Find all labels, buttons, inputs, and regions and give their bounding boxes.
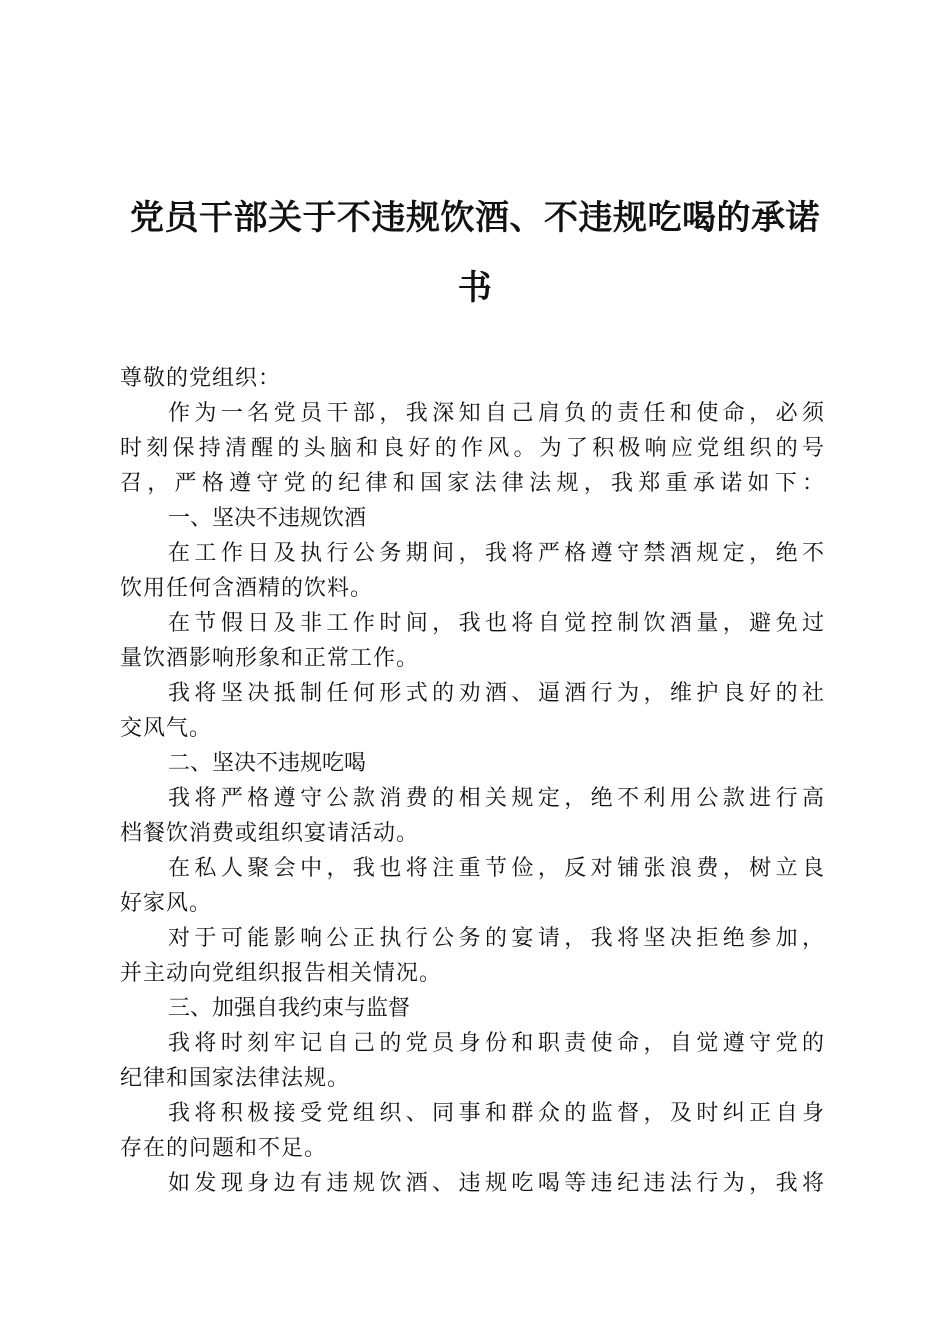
salutation: 尊敬的党组织： [120, 366, 282, 391]
section-1-p1-line-2: 饮用任何含酒精的饮料。 [120, 576, 374, 601]
section-1-p3-line-2: 交风气。 [120, 716, 213, 741]
section-2-p1-line-1: 我将严格遵守公款消费的相关规定，绝不利用公款进行高 [168, 786, 825, 811]
section-3-p2-line-1: 我将积极接受党组织、同事和群众的监督，及时纠正自身 [168, 1101, 825, 1126]
section-2-heading: 二、坚决不违规吃喝 [168, 751, 367, 776]
intro-line-1: 作为一名党员干部，我深知自己肩负的责任和使命，必须 [168, 401, 825, 426]
section-1-p2-line-1: 在节假日及非工作时间，我也将自觉控制饮酒量，避免过 [168, 611, 825, 636]
section-2-p2-line-2: 好家风。 [120, 891, 213, 916]
section-2-p3-line-2: 并主动向党组织报告相关情况。 [120, 961, 443, 986]
section-3-p1-line-1: 我将时刻牢记自己的党员身份和职责使命，自觉遵守党的 [168, 1031, 825, 1056]
section-3-p3-line-1: 如发现身边有违规饮酒、违规吃喝等违纪违法行为，我将 [168, 1171, 825, 1196]
section-1-p3-line-1: 我将坚决抵制任何形式的劝酒、逼酒行为，维护良好的社 [168, 681, 825, 706]
section-1-heading: 一、坚决不违规饮酒 [168, 506, 367, 531]
section-1-p1-line-1: 在工作日及执行公务期间，我将严格遵守禁酒规定，绝不 [168, 541, 825, 566]
document-title-line-2: 书 [457, 268, 493, 308]
section-3-p1-line-2: 纪律和国家法律法规。 [120, 1066, 351, 1091]
intro-line-2: 时刻保持清醒的头脑和良好的作风。为了积极响应党组织的号 [120, 436, 825, 461]
section-2-p1-line-2: 档餐饮消费或组织宴请活动。 [120, 821, 420, 846]
intro-line-3: 召，严格遵守党的纪律和国家法律法规，我郑重承诺如下： [120, 471, 825, 496]
section-1-p2-line-2: 量饮酒影响形象和正常工作。 [120, 646, 420, 671]
section-2-p3-line-1: 对于可能影响公正执行公务的宴请，我将坚决拒绝参加， [168, 926, 825, 951]
section-3-p2-line-2: 存在的问题和不足。 [120, 1136, 328, 1161]
section-2-p2-line-1: 在私人聚会中，我也将注重节俭，反对铺张浪费，树立良 [168, 856, 825, 881]
document-title-line-1: 党员干部关于不违规饮酒、不违规吃喝的承诺 [130, 198, 820, 238]
section-3-heading: 三、加强自我约束与监督 [168, 996, 411, 1021]
